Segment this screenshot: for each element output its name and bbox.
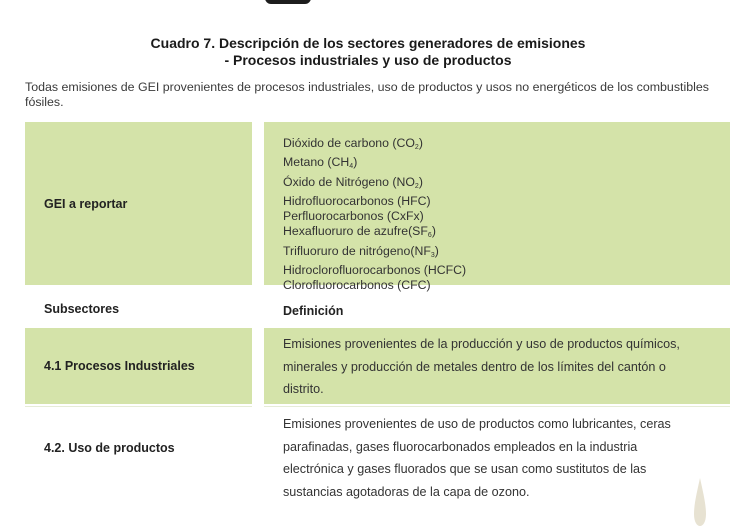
title-line-2: - Procesos industriales y uso de productos [224, 52, 512, 68]
gei-label-cell [25, 122, 252, 285]
gei-item: Dióxido de carbono $(CO_2)$ [283, 136, 423, 151]
gei-item: Hidrofluorocarbonos (HFC) [283, 193, 431, 208]
top-decoration [265, 0, 311, 4]
definition-line: parafinadas, gases fluorocarbonados empleados en la industria [283, 439, 638, 454]
table-title [0, 35, 736, 69]
definicion-label: Definición [283, 304, 344, 318]
definition-line: distrito. [283, 382, 324, 397]
definition-line: Emisiones provenientes de la producción y uso de productos químicos, [283, 337, 680, 351]
definition-line: electrónica y gases fluorados que se usan como sustitutos de las [283, 462, 647, 477]
row-label-cell-1 [25, 328, 252, 404]
definition-line: sustancias agotadoras de la capa de ozono. [283, 484, 530, 499]
row-definition-cell-1 [264, 328, 730, 404]
row-label: 4.2. Uso de productos [44, 441, 175, 455]
definition-line: minerales y producción de metales dentro de los límites del cantón o [283, 359, 666, 374]
subsectores-label: Subsectores [44, 302, 120, 316]
gei-item: Clorofluorocarbonos (CFC) [283, 278, 431, 293]
row-label-cell-2 [25, 412, 252, 484]
subsectores-header [25, 292, 252, 326]
row-label: 4.1 Procesos Industriales [44, 359, 195, 373]
title-line-1: Cuadro 7. Descripción de los sectores generadores de emisiones [150, 35, 586, 51]
definition-line: Emisiones provenientes de uso de productos como lubricantes, ceras [283, 417, 671, 431]
gei-list-cell [264, 122, 730, 293]
gei-item: Metano $(CH_4)$ [283, 155, 358, 171]
definicion-header [264, 294, 730, 328]
row-divider [264, 406, 730, 407]
row-divider [25, 406, 252, 407]
gei-item: Trifluoruro de $nitrógeno(NF_3)$ [283, 243, 439, 259]
decorative-leaf-icon [693, 478, 707, 526]
gei-label: GEI a reportar [44, 196, 128, 211]
gei-item: Hidroclorofluorocarbonos (HCFC) [283, 263, 467, 278]
gei-item: Perfluorocarbonos (CxFx) [283, 209, 424, 224]
gei-item: Óxido de Nitrógeno $(NO_2)$ [283, 174, 423, 190]
intro-paragraph: Todas emisiones de GEI provenientes de procesos industriales, uso de productos y usos no energéticos de los combustibles fósiles. [25, 80, 709, 109]
row-definition-cell-2 [264, 412, 730, 512]
gei-item: Hexafluoruro de $azufre(SF_6)$ [283, 224, 436, 240]
